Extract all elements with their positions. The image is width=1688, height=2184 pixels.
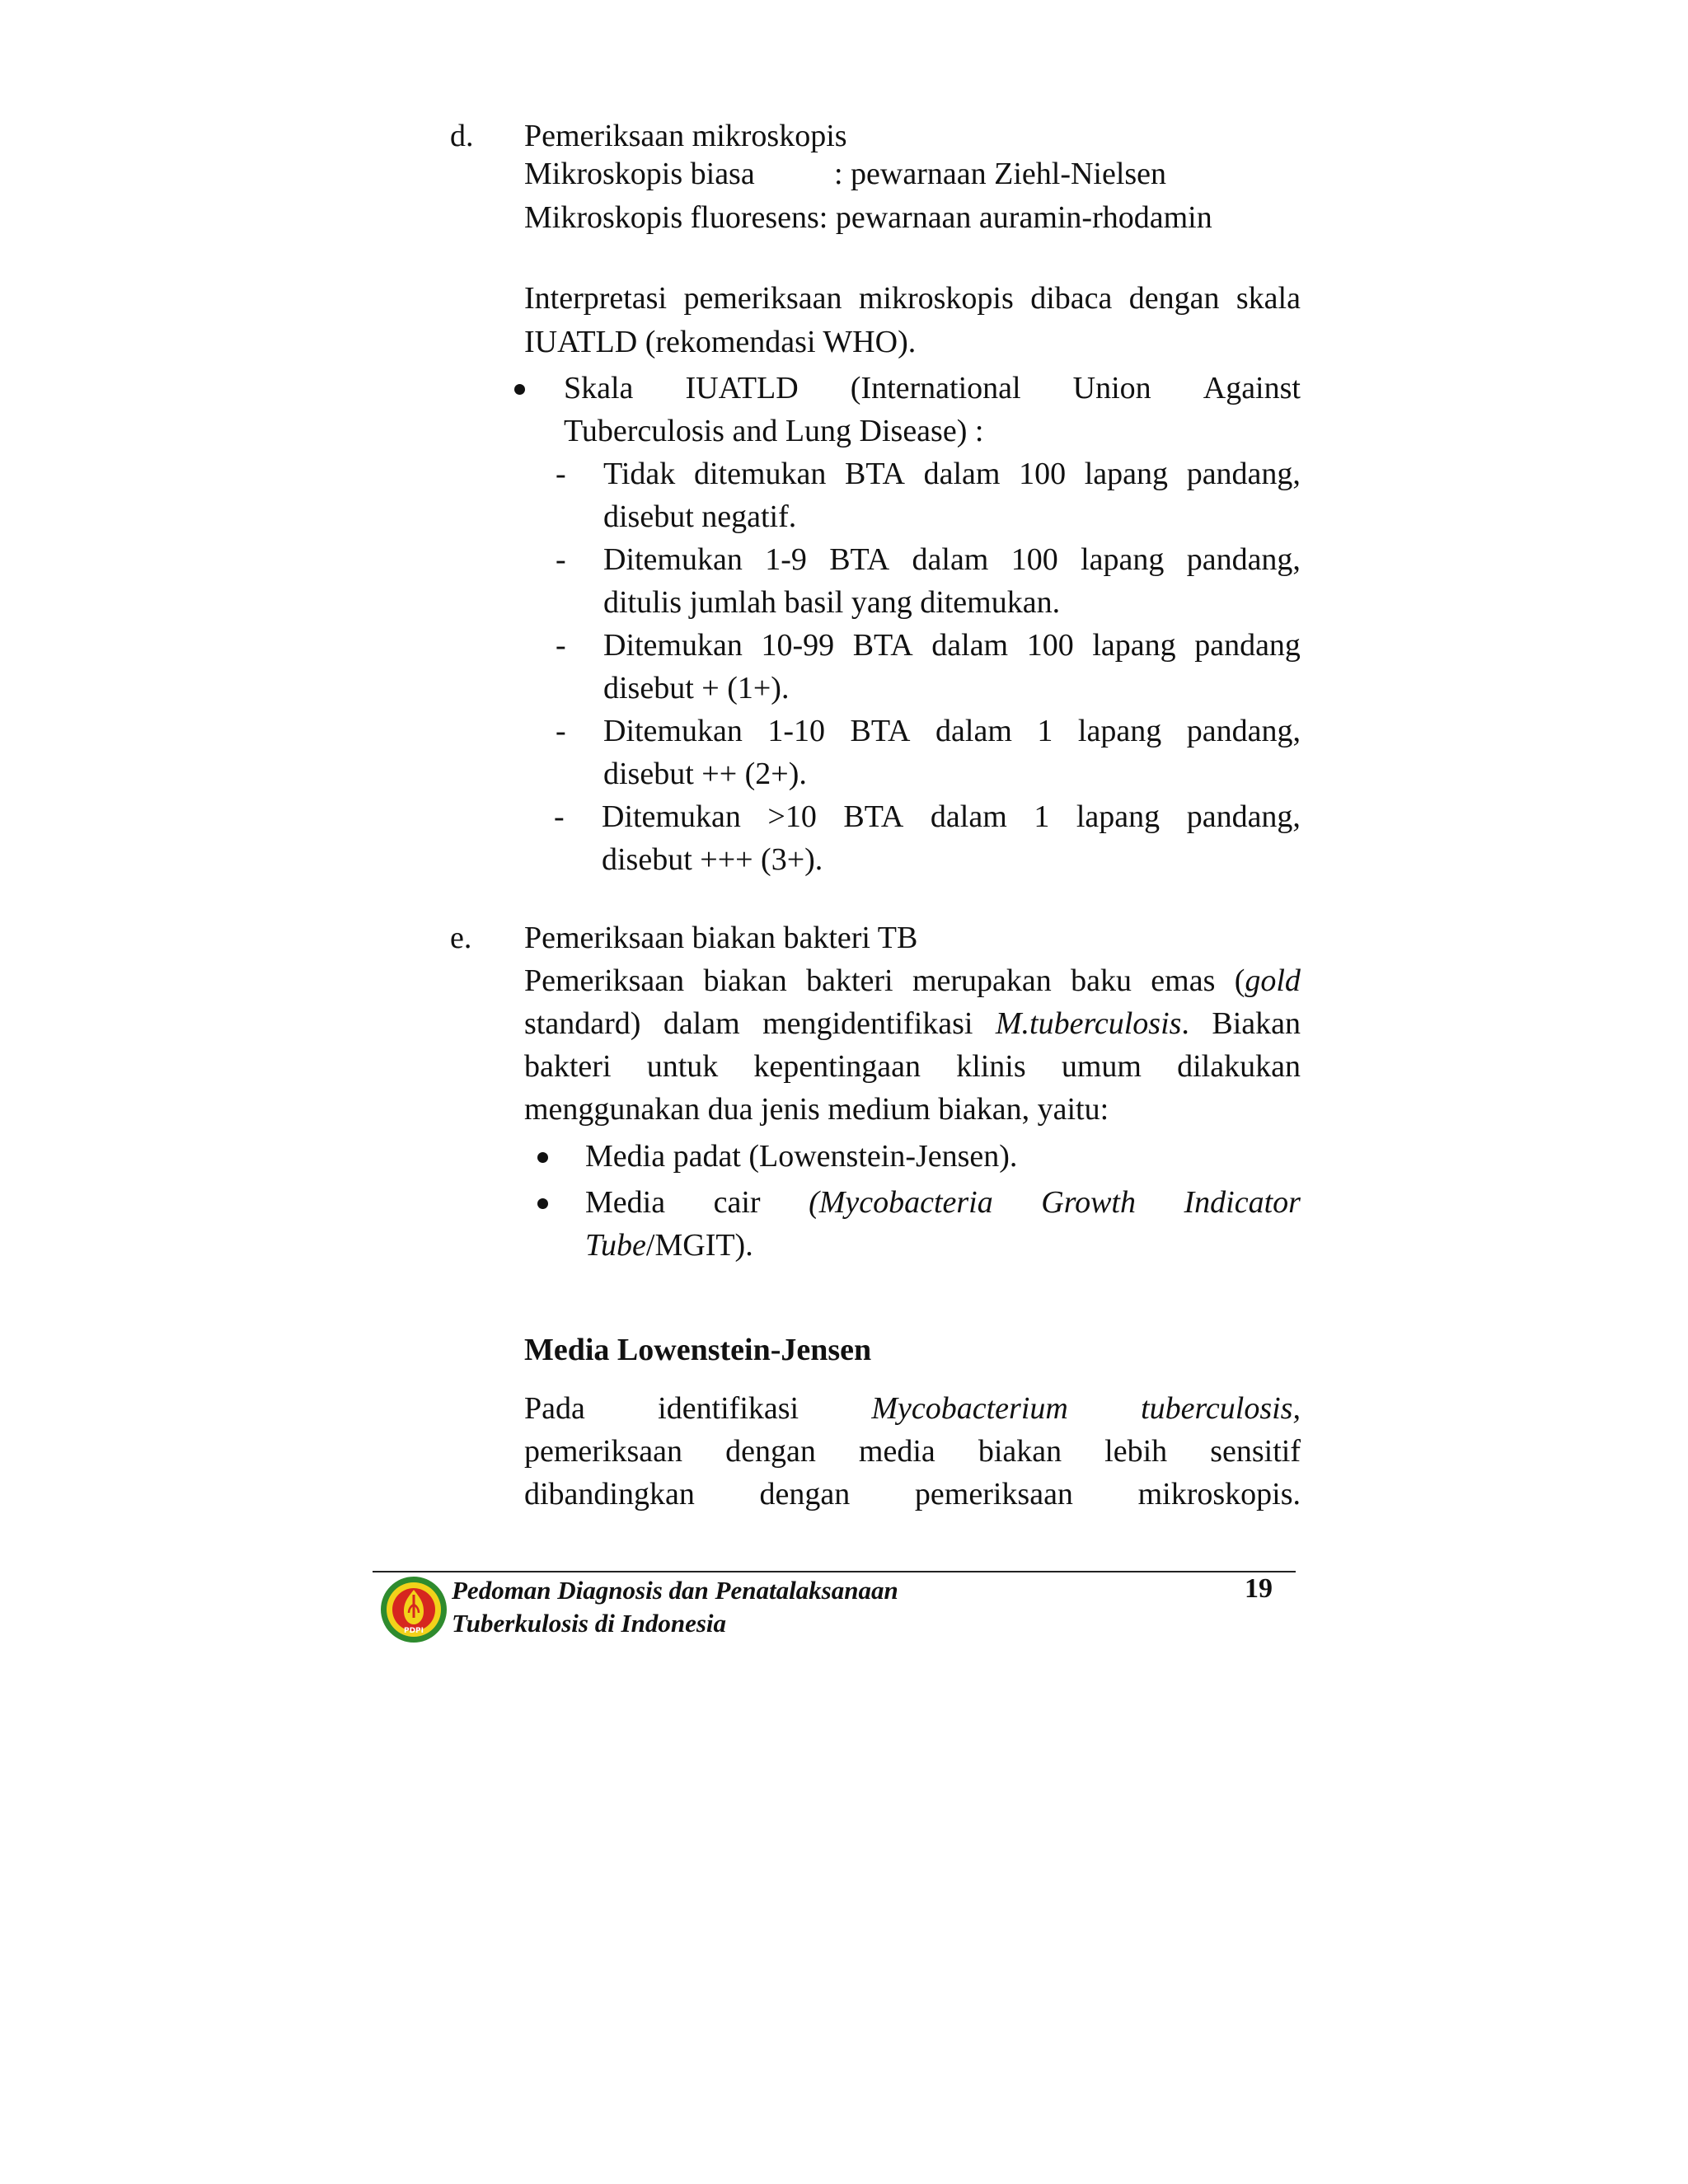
culture-para-line-3: bakteri untuk kepentingaan klinis umum dilakukan bbox=[524, 1049, 1301, 1084]
dash-marker: - bbox=[556, 457, 566, 491]
scale-item-1-line-1: Tidak ditemukan BTA dalam 100 lapang pandang, bbox=[603, 457, 1301, 491]
lowenstein-heading: Media Lowenstein-Jensen bbox=[524, 1333, 872, 1367]
pdpi-logo-icon bbox=[379, 1575, 448, 1644]
dash-marker: - bbox=[554, 799, 565, 834]
lowenstein-line-2: pemeriksaan dengan media biakan lebih sensitif bbox=[524, 1434, 1301, 1469]
svg-text:PDPI: PDPI bbox=[403, 1627, 424, 1635]
media-bullet-1: Media padat (Lowenstein-Jensen). bbox=[585, 1139, 1018, 1174]
interpretation-line-1: Interpretasi pemeriksaan mikroskopis dibaca dengan skala bbox=[524, 281, 1301, 316]
dash-marker: - bbox=[556, 628, 566, 663]
dash-marker: - bbox=[556, 542, 566, 577]
microscopy-normal-label: Mikroskopis biasa bbox=[524, 157, 755, 191]
lowenstein-line-3: dibandingkan dengan pemeriksaan mikroskopis. bbox=[524, 1477, 1301, 1511]
scale-item-5-line-2: disebut +++ (3+). bbox=[602, 842, 823, 877]
lowenstein-line-1: Pada identifikasi Mycobacterium tuberculosis, bbox=[524, 1391, 1301, 1426]
section-e-marker: e. bbox=[450, 921, 472, 955]
bullet-icon bbox=[537, 1198, 548, 1209]
scale-item-1-line-2: disebut negatif. bbox=[603, 499, 797, 534]
scale-item-3-line-1: Ditemukan 10-99 BTA dalam 100 lapang pandang bbox=[603, 628, 1301, 663]
footer-title-line-2: Tuberkulosis di Indonesia bbox=[452, 1609, 727, 1638]
media-bullet-2-line-1: Media cair (Mycobacteria Growth Indicator bbox=[585, 1185, 1301, 1220]
interpretation-line-2: IUATLD (rekomendasi WHO). bbox=[524, 325, 917, 359]
section-d-marker: d. bbox=[450, 119, 474, 153]
scale-line-2: Tuberculosis and Lung Disease) : bbox=[564, 414, 984, 448]
bullet-icon bbox=[514, 384, 525, 395]
scale-item-2-line-2: ditulis jumlah basil yang ditemukan. bbox=[603, 585, 1061, 620]
section-e-title: Pemeriksaan biakan bakteri TB bbox=[524, 921, 918, 955]
footer-divider bbox=[373, 1571, 1296, 1572]
microscopy-normal-value: : pewarnaan Ziehl-Nielsen bbox=[834, 157, 1167, 191]
footer-title-line-1: Pedoman Diagnosis dan Penatalaksanaan bbox=[452, 1576, 898, 1605]
media-bullet-2-line-2: Tube/MGIT). bbox=[585, 1228, 753, 1263]
scale-item-4-line-2: disebut ++ (2+). bbox=[603, 757, 807, 791]
culture-para-line-1: Pemeriksaan biakan bakteri merupakan baku emas (gold bbox=[524, 963, 1301, 998]
culture-para-line-4: menggunakan dua jenis medium biakan, yaitu: bbox=[524, 1092, 1109, 1127]
dash-marker: - bbox=[556, 714, 566, 748]
scale-item-3-line-2: disebut + (1+). bbox=[603, 671, 790, 705]
section-d-title: Pemeriksaan mikroskopis bbox=[524, 119, 847, 153]
scale-item-4-line-1: Ditemukan 1-10 BTA dalam 1 lapang pandang, bbox=[603, 714, 1301, 748]
microscopy-fluorescent: Mikroskopis fluoresens: pewarnaan auramin-rhodamin bbox=[524, 200, 1212, 235]
scale-item-2-line-1: Ditemukan 1-9 BTA dalam 100 lapang pandang, bbox=[603, 542, 1301, 577]
bullet-icon bbox=[537, 1152, 548, 1163]
page-number: 19 bbox=[1245, 1573, 1273, 1604]
scale-item-5-line-1: Ditemukan >10 BTA dalam 1 lapang pandang, bbox=[602, 799, 1301, 834]
scale-line-1: Skala IUATLD (International Union Against bbox=[564, 371, 1301, 405]
culture-para-line-2: standard) dalam mengidentifikasi M.tuberculosis. Biakan bbox=[524, 1006, 1301, 1041]
